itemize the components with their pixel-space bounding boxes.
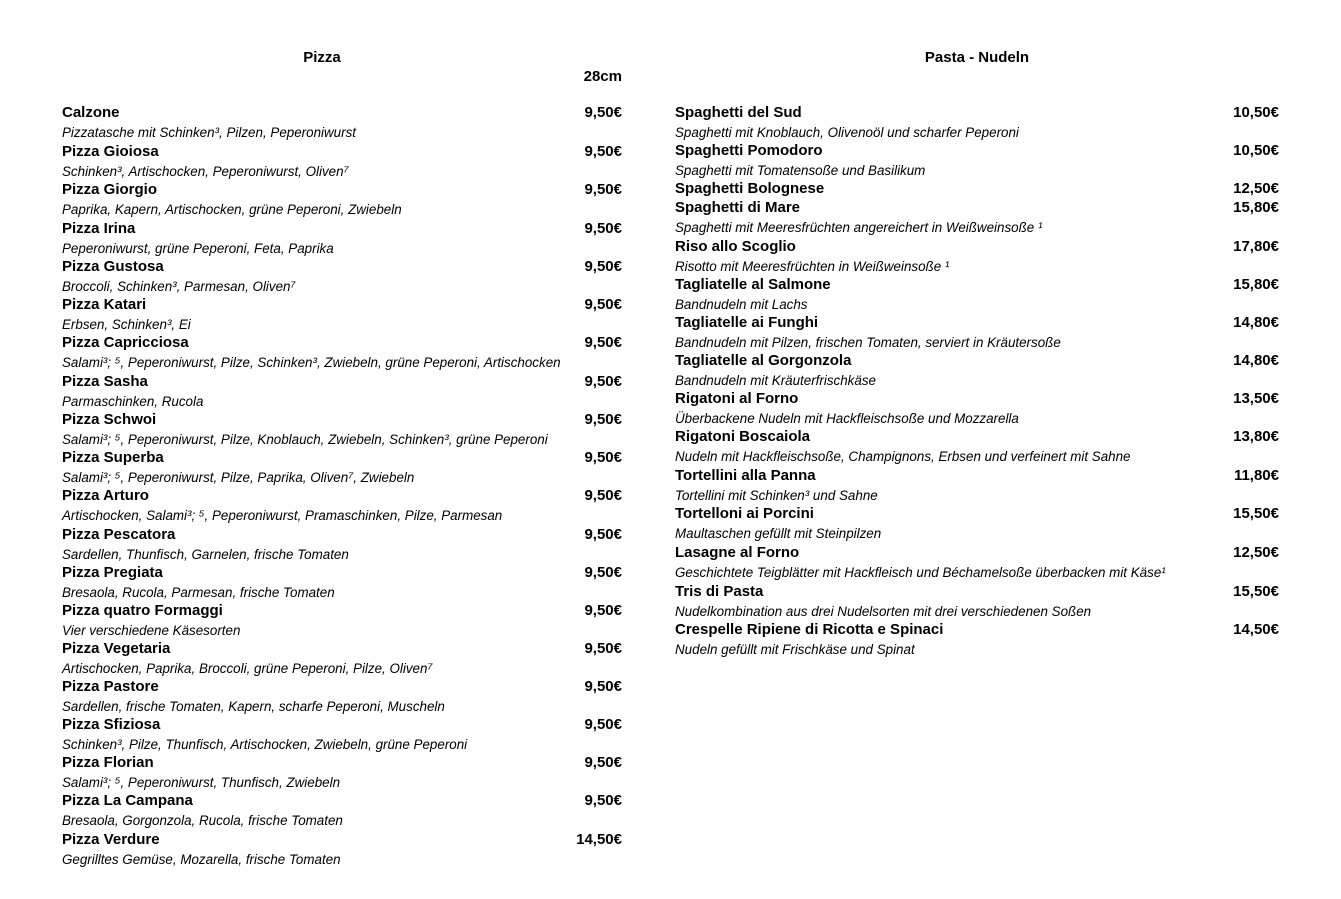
item-description: Bandnudeln mit Kräuterfrischkäse [675, 373, 876, 388]
menu-item [62, 602, 622, 640]
item-price: 12,50€ [1233, 180, 1279, 197]
pizza-list [62, 104, 622, 869]
item-name: Tortellini alla Panna [675, 467, 816, 484]
item-description: Pizzatasche mit Schinken³, Pilzen, Peperoniwurst [62, 125, 356, 140]
item-price: 9,50€ [584, 104, 622, 121]
item-description: Sardellen, frische Tomaten, Kapern, scharfe Peperoni, Muscheln [62, 699, 445, 714]
menu-item [675, 467, 1279, 505]
item-price: 14,50€ [576, 831, 622, 848]
item-name: Pizza Pastore [62, 678, 159, 695]
item-name: Pizza Capricciosa [62, 334, 189, 351]
item-price: 9,50€ [584, 640, 622, 657]
menu-item [62, 792, 622, 831]
menu-item [62, 640, 622, 678]
item-description: Artischocken, Salami³; ⁵, Peperoniwurst, Pramaschinken, Pilze, Parmesan [62, 508, 503, 523]
item-price: 15,50€ [1233, 583, 1279, 600]
item-price: 10,50€ [1233, 104, 1279, 121]
menu-item [675, 142, 1279, 180]
item-name: Pizza Verdure [62, 831, 160, 848]
item-price: 15,50€ [1233, 505, 1279, 522]
item-description: Paprika, Kapern, Artischocken, grüne Peperoni, Zwiebeln [62, 202, 402, 217]
menu-item [675, 276, 1279, 314]
menu-item [62, 449, 622, 487]
item-name: Tagliatelle ai Funghi [675, 314, 819, 331]
item-price: 14,80€ [1233, 352, 1279, 369]
item-price: 9,50€ [584, 334, 622, 351]
menu-item [675, 199, 1279, 238]
menu-item [62, 373, 622, 411]
item-price: 15,80€ [1233, 199, 1279, 216]
menu-item [62, 487, 622, 526]
item-name: Calzone [62, 104, 120, 121]
item-description: Spaghetti mit Knoblauch, Olivenoöl und scharfer Peperoni [675, 125, 1019, 140]
item-description: Spaghetti mit Meeresfrüchten angereichert in Weißweinsoße ¹ [675, 220, 1043, 235]
item-name: Pizza Sfiziosa [62, 716, 161, 733]
item-name: Pizza La Campana [62, 792, 193, 809]
menu-item [62, 754, 622, 792]
item-description: Salami³; ⁵, Peperoniwurst, Pilze, Paprika, Oliven⁷, Zwiebeln [62, 470, 415, 485]
item-price: 9,50€ [584, 258, 622, 275]
item-description: Sardellen, Thunfisch, Garnelen, frische Tomaten [62, 547, 349, 562]
menu-item [675, 104, 1279, 142]
menu-item [62, 296, 622, 334]
item-name: Rigatoni al Forno [675, 390, 799, 407]
item-price: 9,50€ [584, 526, 622, 543]
item-price: 9,50€ [584, 296, 622, 313]
item-price: 13,80€ [1233, 428, 1279, 445]
size-heading: 28cm [583, 68, 622, 85]
item-price: 9,50€ [584, 487, 622, 504]
item-price: 9,50€ [584, 792, 622, 809]
menu-item [62, 678, 622, 716]
menu-item [62, 258, 622, 296]
item-price: 9,50€ [584, 220, 622, 237]
menu-item [675, 621, 1279, 659]
menu-item [675, 180, 1279, 199]
item-name: Pizza Katari [62, 296, 147, 313]
item-name: Pizza Schwoi [62, 411, 157, 428]
menu-item [675, 352, 1279, 390]
item-name: Spaghetti di Mare [675, 199, 801, 216]
item-description: Schinken³, Pilze, Thunfisch, Artischocken, Zwiebeln, grüne Peperoni [62, 737, 468, 752]
item-name: Pizza Pregiata [62, 564, 163, 581]
menu-item [675, 505, 1279, 544]
menu-item [675, 314, 1279, 352]
item-description: Bresaola, Gorgonzola, Rucola, frische Tomaten [62, 813, 343, 828]
item-name: Spaghetti del Sud [675, 104, 802, 121]
item-name: Lasagne al Forno [675, 544, 800, 561]
pizza-heading [62, 49, 622, 66]
item-price: 9,50€ [584, 564, 622, 581]
item-description: Peperoniwurst, grüne Peperoni, Feta, Paprika [62, 241, 334, 256]
menu-item [675, 544, 1279, 583]
item-description: Bandnudeln mit Lachs [675, 297, 808, 312]
item-description: Broccoli, Schinken³, Parmesan, Oliven⁷ [62, 279, 296, 294]
menu-item [62, 564, 622, 602]
item-name: Pizza Arturo [62, 487, 149, 504]
item-price: 11,80€ [1233, 467, 1279, 484]
item-description: Salami³; ⁵, Peperoniwurst, Pilze, Knoblauch, Zwiebeln, Schinken³, grüne Peperoni [62, 432, 548, 447]
item-description: Geschichtete Teigblätter mit Hackfleisch und Béchamelsoße überbacken mit Käse¹ [675, 565, 1166, 580]
menu-item [62, 526, 622, 564]
item-description: Parmaschinken, Rucola [62, 394, 204, 409]
item-price: 9,50€ [584, 449, 622, 466]
pizza-heading-text: Pizza [303, 49, 341, 66]
menu-item [62, 716, 622, 754]
item-name: Crespelle Ripiene di Ricotta e Spinaci [675, 621, 944, 638]
item-price: 9,50€ [584, 411, 622, 428]
item-description: Tortellini mit Schinken³ und Sahne [675, 488, 878, 503]
menu-item [62, 334, 622, 373]
item-name: Pizza Gustosa [62, 258, 164, 275]
item-name: Pizza Florian [62, 754, 154, 771]
pasta-heading: Pasta - Nudeln [924, 49, 1030, 66]
item-description: Spaghetti mit Tomatensoße und Basilikum [675, 163, 926, 178]
menu-item [62, 143, 622, 181]
menu-item [62, 411, 622, 449]
menu-item [62, 104, 622, 143]
item-description: Nudeln gefüllt mit Frischkäse und Spinat [675, 642, 915, 657]
item-price: 9,50€ [584, 716, 622, 733]
item-name: Pizza Vegetaria [62, 640, 171, 657]
item-name: Pizza quatro Formaggi [62, 602, 223, 619]
item-price: 17,80€ [1233, 238, 1279, 255]
item-name: Pizza Sasha [62, 373, 148, 390]
item-price: 10,50€ [1233, 142, 1279, 159]
item-price: 14,50€ [1233, 621, 1279, 638]
menu-item [675, 238, 1279, 276]
item-name: Rigatoni Boscaiola [675, 428, 811, 445]
item-description: Erbsen, Schinken³, Ei [62, 317, 191, 332]
item-name: Riso allo Scoglio [675, 238, 796, 255]
item-price: 14,80€ [1233, 314, 1279, 331]
item-description: Vier verschiedene Käsesorten [62, 623, 241, 638]
item-description: Maultaschen gefüllt mit Steinpilzen [675, 526, 882, 541]
item-description: Nudelkombination aus drei Nudelsorten mit drei verschiedenen Soßen [675, 604, 1092, 619]
item-description: Risotto mit Meeresfrüchten in Weißweinsoße ¹ [675, 259, 950, 274]
item-description: Bresaola, Rucola, Parmesan, frische Tomaten [62, 585, 335, 600]
item-name: Tagliatelle al Salmone [675, 276, 831, 293]
menu-item [62, 831, 622, 869]
item-name: Pizza Irina [62, 220, 136, 237]
menu-item [675, 428, 1279, 467]
item-name: Tagliatelle al Gorgonzola [675, 352, 852, 369]
menu-item [62, 220, 622, 258]
item-price: 15,80€ [1233, 276, 1279, 293]
item-description: Bandnudeln mit Pilzen, frischen Tomaten, serviert in Kräutersoße [675, 335, 1061, 350]
item-price: 13,50€ [1233, 390, 1279, 407]
item-price: 9,50€ [584, 373, 622, 390]
item-price: 9,50€ [584, 602, 622, 619]
pasta-list [675, 104, 1279, 659]
item-description: Nudeln mit Hackfleischsoße, Champignons, Erbsen und verfeinert mit Sahne [675, 449, 1131, 464]
menu-item [675, 390, 1279, 428]
item-name: Pizza Pescatora [62, 526, 176, 543]
item-description: Artischocken, Paprika, Broccoli, grüne Peperoni, Pilze, Oliven⁷ [62, 661, 433, 676]
item-name: Pizza Superba [62, 449, 164, 466]
item-description: Salami³; ⁵, Peperoniwurst, Pilze, Schinken³, Zwiebeln, grüne Peperoni, Artischocken [62, 355, 561, 370]
item-price: 9,50€ [584, 181, 622, 198]
item-price: 12,50€ [1233, 544, 1279, 561]
item-description: Überbackene Nudeln mit Hackfleischsoße und Mozzarella [675, 411, 1019, 426]
item-description: Salami³; ⁵, Peperoniwurst, Thunfisch, Zwiebeln [62, 775, 341, 790]
menu-item [675, 583, 1279, 621]
menu-item [62, 181, 622, 220]
item-price: 9,50€ [584, 143, 622, 160]
item-name: Pizza Gioiosa [62, 143, 159, 160]
item-description: Schinken³, Artischocken, Peperoniwurst, Oliven⁷ [62, 164, 349, 179]
item-price: 9,50€ [584, 678, 622, 695]
item-name: Tris di Pasta [675, 583, 764, 600]
item-description: Gegrilltes Gemüse, Mozarella, frische Tomaten [62, 852, 341, 867]
item-name: Tortelloni ai Porcini [675, 505, 814, 522]
item-name: Spaghetti Pomodoro [675, 142, 823, 159]
item-name: Pizza Giorgio [62, 181, 158, 198]
item-price: 9,50€ [584, 754, 622, 771]
item-name: Spaghetti Bolognese [675, 180, 825, 197]
